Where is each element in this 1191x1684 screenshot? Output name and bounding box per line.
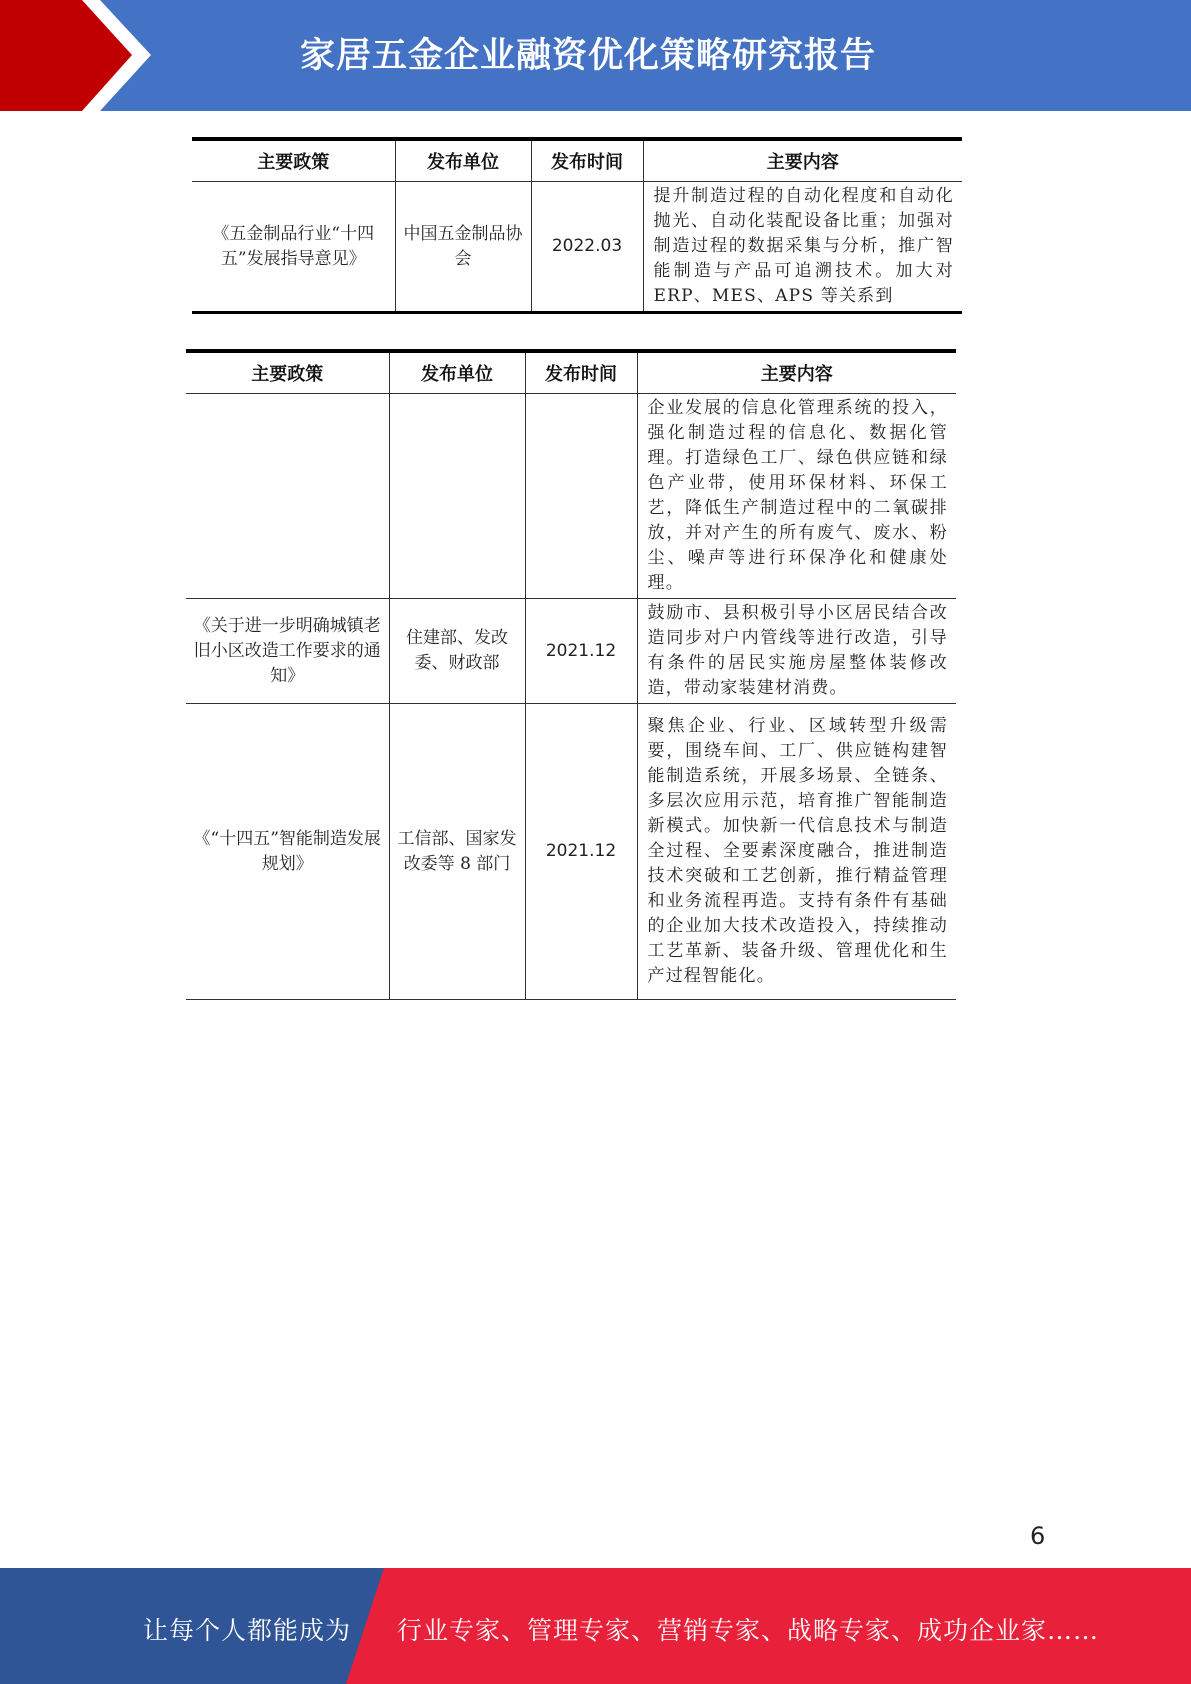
table-row [186, 704, 956, 1000]
policy-content: 提升制造过程的自动化程度和自动化抛光、自动化装配设备比重；加强对制造过程的数据采集与分析，推广智能制造与产品可追溯技术。加大对 ERP、MES、APS 等关系到 [643, 182, 962, 313]
header-date: 发布时间 [525, 351, 637, 394]
header-content: 主要内容 [643, 139, 962, 182]
header-policy: 主要政策 [192, 139, 395, 182]
policy-content: 鼓励市、县积极引导小区居民结合改造同步对户内管线等进行改造，引导有条件的居民实施房屋整体装修改造，带动家装建材消费。 [637, 599, 956, 704]
policy-table-bottom [186, 349, 956, 1000]
table-row [186, 394, 956, 599]
header-policy: 主要政策 [186, 351, 389, 394]
header-banner [0, 0, 1191, 111]
policy-date [525, 394, 637, 599]
policy-name: 《关于进一步明确城镇老旧小区改造工作要求的通知》 [186, 599, 389, 704]
footer-slogan-right: 行业专家、管理专家、营销专家、战略专家、成功企业家…… [397, 1616, 1100, 1645]
policy-name: 《五金制品行业“十四五”发展指导意见》 [192, 182, 395, 313]
table-header-row [186, 351, 956, 394]
policy-table-top [192, 137, 962, 314]
policy-issuer [389, 394, 525, 599]
header-issuer: 发布单位 [395, 139, 531, 182]
policy-content: 企业发展的信息化管理系统的投入，强化制造过程的信息化、数据化管理。打造绿色工厂、绿色供应链和绿色产业带，使用环保材料、环保工艺，降低生产制造过程中的二氧碳排放，并对产生的所有废气、废水、粉尘、噪声等进行环保净化和健康处理。 [637, 394, 956, 599]
table-header-row [192, 139, 962, 182]
policy-date: 2021.12 [525, 704, 637, 1000]
table-row [192, 182, 962, 313]
policy-date: 2022.03 [531, 182, 643, 313]
policy-content: 聚焦企业、行业、区域转型升级需要，围绕车间、工厂、供应链构建智能制造系统，开展多场景、全链条、多层次应用示范，培育推广智能制造新模式。加快新一代信息技术与制造全过程、全要素深度融合，推进制造技术突破和工艺创新，推行精益管理和业务流程再造。支持有条件有基础的企业加大技术改造投入，持续推动工艺革新、装备升级、管理优化和生产过程智能化。 [637, 704, 956, 1000]
table-row [186, 599, 956, 704]
header-issuer: 发布单位 [389, 351, 525, 394]
header-date: 发布时间 [531, 139, 643, 182]
header-content: 主要内容 [637, 351, 956, 394]
report-title: 家居五金企业融资优化策略研究报告 [300, 36, 877, 76]
policy-name: 《“十四五”智能制造发展规划》 [186, 704, 389, 1000]
footer-slogan-left: 让每个人都能成为 [143, 1616, 352, 1645]
policy-name [186, 394, 389, 599]
page-number: 6 [1030, 1522, 1046, 1550]
policy-date: 2021.12 [525, 599, 637, 704]
policy-issuer: 住建部、发改委、财政部 [389, 599, 525, 704]
policy-issuer: 工信部、国家发改委等 8 部门 [389, 704, 525, 1000]
footer-banner [0, 1568, 1191, 1684]
policy-issuer: 中国五金制品协会 [395, 182, 531, 313]
